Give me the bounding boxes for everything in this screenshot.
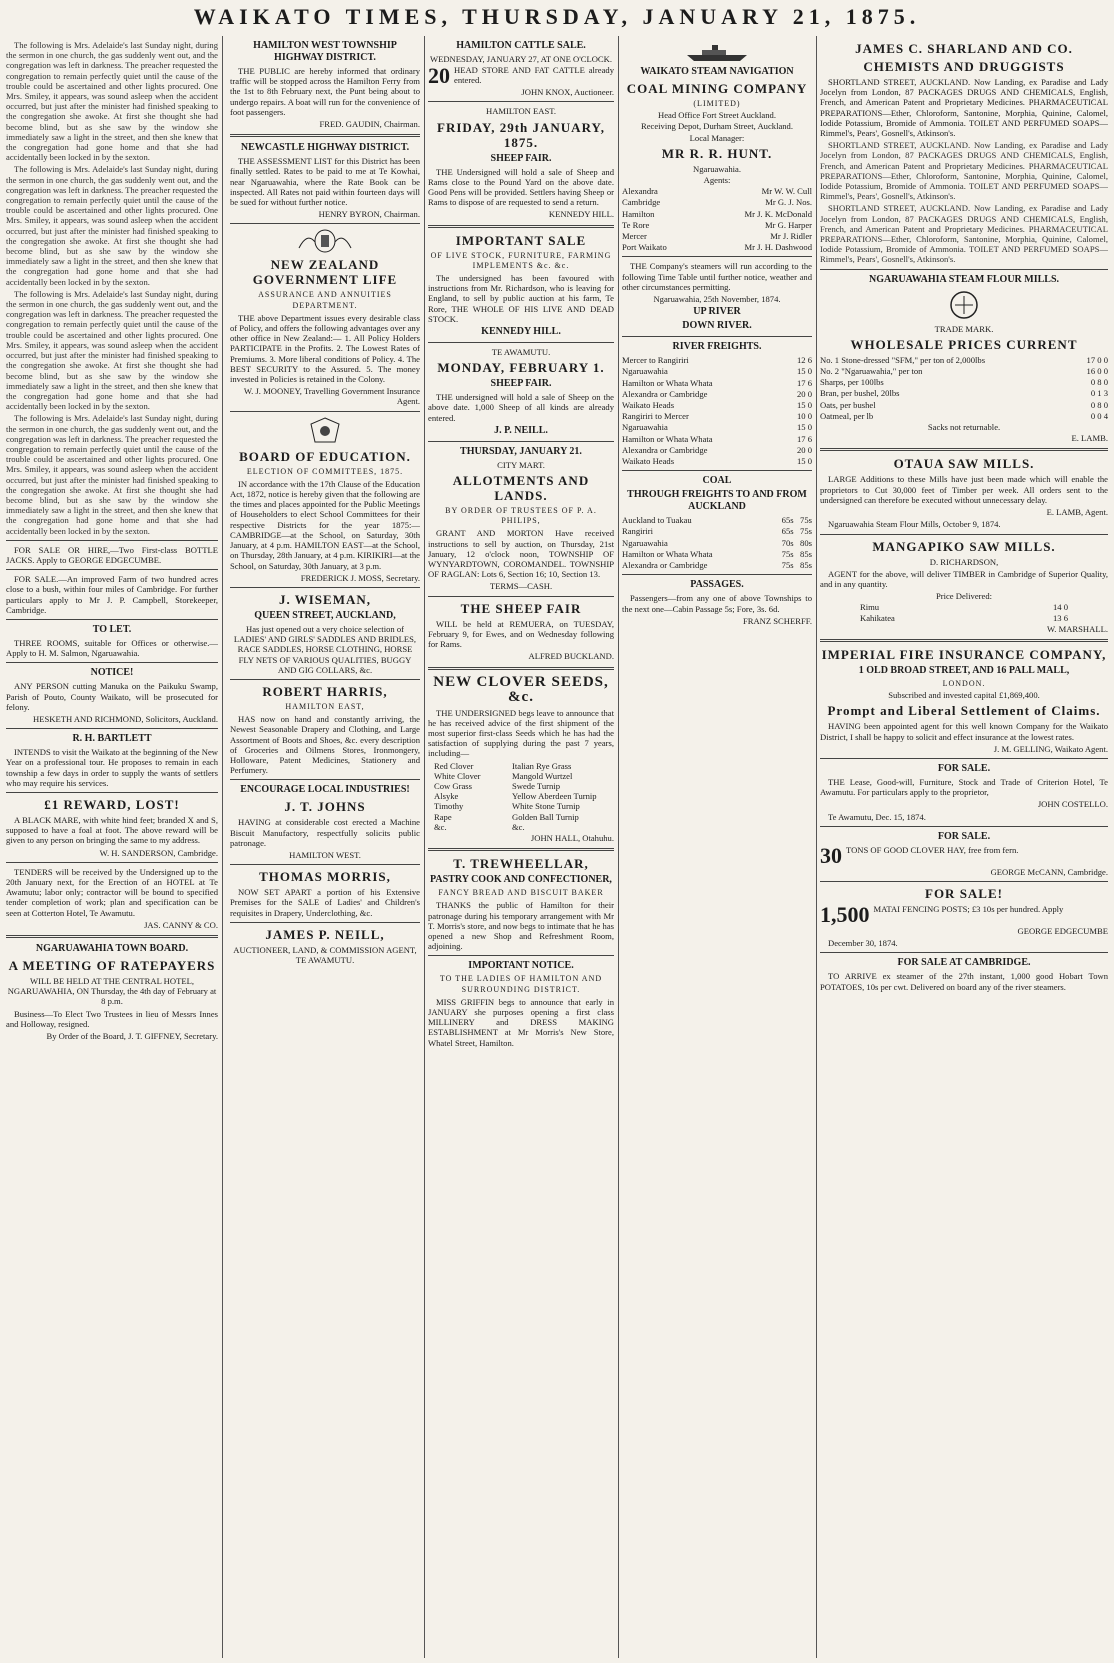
sharland-subtitle: CHEMISTS AND DRUGGISTS bbox=[863, 59, 1065, 74]
otaua-text: LARGE Additions to these Mills have just been made which will enable the proprietors to Cut 30,000 feet of Timber per week. All orders sent to the undersigned can therefore be executed without unnecessary delay. bbox=[820, 474, 1108, 505]
clover-list-right bbox=[512, 761, 597, 832]
freights-title: RIVER FREIGHTS. bbox=[672, 341, 762, 353]
receiving-depot: Receiving Depot, Durham Street, Auckland. bbox=[640, 121, 794, 132]
ad-text: INTENDS to visit the Waikato at the beginning of the New Year on a professional tour. He proposes to remain in each township a few days in order to supply the wants of settlers who may require his services. bbox=[6, 747, 218, 788]
freight-route: Mercer to Rangiriri bbox=[622, 355, 689, 366]
johns-text: HAVING at considerable cost erected a Machine Biscuit Manufactory, respectfully solicits public patronage. bbox=[230, 817, 420, 848]
agent-row bbox=[622, 231, 812, 241]
price-value: 0 8 0 bbox=[1090, 399, 1108, 410]
important-sale-subtitle: OF LIVE STOCK, FURNITURE, FARMING IMPLEMENTS &c. &c. bbox=[430, 250, 612, 270]
price-row bbox=[820, 377, 1108, 387]
price-item: No. 1 Stone-dressed "SFM," per ton of 2,000lbs bbox=[820, 354, 986, 365]
clover-list-left bbox=[434, 761, 504, 832]
price-value: 13 6 bbox=[1052, 612, 1068, 623]
through-row bbox=[622, 538, 812, 548]
morris-text: NOW SET APART a portion of his Extensive Premises for the SALE of Ladies' and Children's requisites in Drapery, Underclothing, &c. bbox=[230, 887, 420, 918]
freight-route: Waikato Heads bbox=[622, 456, 675, 467]
agent-name: Mr G. J. Nos. bbox=[765, 197, 812, 208]
list-item: Red Clover bbox=[434, 760, 474, 771]
freight-row bbox=[622, 378, 812, 388]
agent-place: Cambridge bbox=[622, 197, 661, 208]
price-item: Kahikatea bbox=[860, 612, 895, 623]
agent-row bbox=[622, 186, 812, 196]
forsale3-signature: GEORGE EDGECUMBE bbox=[1017, 925, 1108, 936]
price-item: Oatmeal, per lb bbox=[820, 410, 874, 421]
edu-signature: FREDERICK J. MOSS, Secretary. bbox=[300, 572, 420, 583]
forsale3-title: FOR SALE! bbox=[925, 885, 1003, 901]
freight-rate: 17 6 bbox=[796, 377, 812, 388]
list-item: Italian Rye Grass bbox=[512, 760, 572, 771]
passages-title: PASSAGES. bbox=[690, 579, 744, 591]
sharland-text: SHORTLAND STREET, AUCKLAND. Now Landing, ex Paradise and Lady Jocelyn from London, 87 PACKAGES DRUGS AND CHEMICALS, English, French, and American Patent and Proprietary Medicines. PHARMACEUTICAL PREPARATIONS—Ether, Chloroform, Santonine, Morphia, Quinine, Calomel, Iodide Potassium, Bromide of Ammonia. TOILET AND PERFUMED SOAPS—Rimmel's, Pears', Gosnell's, Atkinson's. bbox=[820, 140, 1108, 202]
hwy-text: THE PUBLIC are hereby informed that ordinary traffic will be stopped across the Hamilton Ferry from the 1st to 8th February next, the Punt being about to undergo repairs. A boat will run for the convenience of foot passengers. bbox=[230, 66, 420, 117]
important-sale-title: IMPORTANT SALE bbox=[455, 232, 587, 248]
through-row bbox=[622, 560, 812, 570]
price-item: Oats, per bushel bbox=[820, 399, 876, 410]
column-rule bbox=[816, 36, 817, 1658]
column-rule bbox=[424, 36, 425, 1658]
ad-title: TO LET. bbox=[92, 623, 132, 635]
wiseman-title: J. WISEMAN, bbox=[278, 591, 372, 607]
freight-route: Hamilton or Whata Whata bbox=[622, 377, 713, 388]
ad-text: FOR SALE.—An improved Farm of two hundred acres close to a bush, within four miles of Cambridge. For further particulars apply to Mr J. P. Campbell, Storekeeper, Cambridge. bbox=[6, 574, 218, 615]
neill-text: AUCTIONEER, LAND, & COMMISSION AGENT, TE AWAMUTU. bbox=[233, 944, 417, 965]
harris-subtitle: HAMILTON EAST, bbox=[285, 701, 365, 711]
article-text: The following is Mrs. Adelaide's last Sunday night, during the sermon in one church, the gas suddenly went out, and the congregation was left in darkness. The preacher requested the congregation to remain perfectly quiet until the cause of the trouble could be ascertained and other lights procured. One Mrs. Smiley, it appears, was sound asleep when the accident occurred, but just after the minister had finished speaking to the congregation she awoke. At first she thought she had become blind, but as she saw by the window she immediately saw a light in the street, and then she knew that the congregation had gone home and that she had accidentally been locked in by the sexton. bbox=[6, 288, 218, 412]
limited: (LIMITED) bbox=[693, 99, 741, 108]
trade-mark-icon bbox=[820, 289, 1108, 321]
cattle-signature: JOHN KNOX, Auctioneer. bbox=[521, 87, 614, 98]
column-3 bbox=[428, 38, 614, 1658]
agent-name: Mr J. Ridler bbox=[770, 231, 812, 242]
up-river-title: UP RIVER bbox=[693, 306, 741, 318]
ad-title: NOTICE! bbox=[90, 667, 134, 679]
freight-rate: 20 0 bbox=[796, 444, 812, 455]
agent-name: Mr G. Harper bbox=[764, 219, 812, 230]
article-text: The following is Mrs. Adelaide's last Sunday night, during the sermon in one church, the gas suddenly went out, and the congregation was left in darkness. The preacher requested the congregation to remain perfectly quiet until the cause of the trouble could be ascertained and other lights procured. One Mrs. Smiley, it appears, was sound asleep when the accident occurred, but just after the minister had finished speaking to the congregation she awoke. At first she thought she had become blind, but as she saw by the window she immediately saw a light in the street, and then she knew that the congregation had gone home and that she had accidentally been locked in by the sexton. bbox=[6, 164, 218, 287]
price-item: Bran, per bushel, 20lbs bbox=[820, 388, 900, 399]
city-mart: CITY MART. bbox=[497, 459, 545, 470]
board-signature: By Order of the Board, J. T. GIFFNEY, Secretary. bbox=[46, 1031, 218, 1042]
cattle-text: HEAD STORE AND FAT CATTLE already entered. bbox=[454, 65, 614, 86]
sheepfair-signature: ALFRED BUCKLAND. bbox=[528, 651, 614, 662]
mangapiko-price-row bbox=[860, 613, 1068, 623]
clover-signature: JOHN HALL, Otahuhu. bbox=[530, 832, 614, 843]
mill-signature: E. LAMB. bbox=[1071, 433, 1108, 444]
sharland-text: SHORTLAND STREET, AUCKLAND. Now Landing, ex Paradise and Lady Jocelyn from London, 87 PACKAGES DRUGS AND CHEMICALS, English, French, and American Patent and Proprietary Medicines. PHARMACEUTICAL PREPARATIONS—Ether, Chloroform, Santonine, Morphia, Quinine, Calomel, Iodide Potassium, Bromide of Ammonia. TOILET AND PERFUMED SOAPS—Rimmel's, Pears', Gosnell's, Atkinson's. bbox=[820, 203, 1108, 265]
allotments-title: ALLOTMENTS AND LANDS. bbox=[452, 473, 590, 504]
agent-row bbox=[622, 242, 812, 252]
through-row bbox=[622, 515, 812, 525]
edu-text: IN accordance with the 17th Clause of the Education Act, 1872, notice is hereby given that the following are the times and places appointed for the Public Meetings of Householders to elect School Committees for their respective Districts for the year 1875:— CAMBRIDGE—at the School, on Saturday, 30th January, at 4 p.m. HAMILTON EAST—at the School, on Thursday, 28th January, at 4 p.m. KIRIKIRI—at the School, on Saturday, 30th January, at 3 p.m. bbox=[230, 478, 420, 571]
forsale1-title: FOR SALE. bbox=[937, 762, 991, 774]
passages-text: Passengers—from any one of above Townships to the next one—Cabin Passage 5s; Fore, 3s. 6d. bbox=[622, 593, 812, 614]
through-weight: 85s bbox=[800, 548, 812, 559]
mill-title: NGARUAWAHIA STEAM FLOUR MILLS. bbox=[868, 273, 1060, 285]
forsale2-count: 30 bbox=[820, 842, 842, 868]
sheep-fair2-title: SHEEP FAIR. bbox=[490, 378, 552, 390]
column-5 bbox=[820, 38, 1108, 1658]
list-item: Golden Ball Turnip bbox=[512, 811, 579, 822]
ad-signature: JAS. CANNY & CO. bbox=[144, 919, 218, 930]
cattle-title: HAMILTON CATTLE SALE. bbox=[456, 40, 586, 51]
price-row bbox=[820, 388, 1108, 398]
price-item: No. 2 "Ngaruawahia," per ton bbox=[820, 366, 923, 377]
nzgov-subtitle: ASSURANCE AND ANNUITIES DEPARTMENT. bbox=[258, 290, 392, 310]
price-value: 0 0 4 bbox=[1090, 410, 1108, 421]
board-subtitle: A MEETING OF RATEPAYERS bbox=[8, 958, 216, 974]
sheepfair-text: WILL be held at REMUERA, on TUESDAY, February 9, for Ewes, and on Wednesday following for Rams. bbox=[428, 618, 614, 650]
through-rate: 70s bbox=[781, 537, 794, 548]
forsale1-date: Te Awamutu, Dec. 15, 1874. bbox=[828, 811, 926, 822]
through-weight: 85s bbox=[800, 560, 812, 571]
cattle-count: 20 bbox=[428, 63, 450, 89]
list-item: Alsyke bbox=[434, 791, 459, 802]
list-item: &c. bbox=[434, 821, 447, 832]
forsale3-text: MATAI FENCING POSTS; £3 10s per hundred. Apply bbox=[873, 903, 1064, 914]
agents-label: Agents: bbox=[703, 175, 731, 186]
cambridge-title: FOR SALE AT CAMBRIDGE. bbox=[897, 957, 1031, 969]
timetable-date: Ngaruawahia, 25th November, 1874. bbox=[653, 294, 781, 305]
nzgov-title: NEW ZEALAND GOVERNMENT LIFE bbox=[252, 257, 398, 288]
otaua-signature: E. LAMB, Agent. bbox=[1046, 507, 1108, 518]
wiseman-text: Has just opened out a very choice selection of LADIES' AND GIRLS' SADDLES AND BRIDLES, RACE SADDLES, HORSE CLOTHING, HORSE FLY NETS OF VARIOUS QUALITIES, BUGGY AND GIG COLLARS, &c. bbox=[233, 623, 417, 675]
through-rate: 65s bbox=[781, 526, 794, 537]
imperial-signature: J. M. GELLING, Waikato Agent. bbox=[993, 743, 1108, 754]
price-item: Sharps, per 100lbs bbox=[820, 377, 884, 388]
mangapiko-signature: W. MARSHALL. bbox=[1046, 623, 1108, 634]
price-row bbox=[820, 366, 1108, 376]
freight-route: Rangiriri to Mercer bbox=[622, 411, 689, 422]
mangapiko-text: AGENT for the above, will deliver TIMBER in Cambridge of Superior Quality, and in any quantity. bbox=[820, 568, 1108, 589]
otaua-title: OTAUA SAW MILLS. bbox=[893, 456, 1035, 472]
nzgov-signature: W. J. MOONEY, Travelling Government Insurance Agent. bbox=[243, 386, 420, 407]
freight-rate: 10 0 bbox=[796, 411, 812, 422]
newcastle-signature: HENRY BYRON, Chairman. bbox=[318, 209, 420, 220]
forsale3-date: December 30, 1874. bbox=[828, 938, 898, 949]
sheep-fair2-signature: J. P. NEILL. bbox=[494, 424, 548, 436]
freight-rate: 17 6 bbox=[796, 433, 812, 444]
thursday-date: THURSDAY, JANUARY 21. bbox=[460, 445, 582, 457]
freight-rate: 12 6 bbox=[796, 355, 812, 366]
article-text: The following is Mrs. Adelaide's last Sunday night, during the sermon in one church, the gas suddenly went out, and the congregation was left in darkness. The preacher requested the congregation to remain perfectly quiet until the cause of the trouble could be ascertained and other lights procured. One Mrs. Smiley, it appears, was sound asleep when the accident occurred, but just after the minister had finished speaking to the congregation she awoke. At first she thought she had become blind, but as she saw by the window she immediately saw a light in the street, and then she knew that the congregation had gone home and that she had accidentally been locked in by the sexton. bbox=[6, 40, 218, 163]
column-2 bbox=[230, 38, 420, 1658]
list-item: Cow Grass bbox=[434, 780, 472, 791]
forsale2-signature: GEORGE McCANN, Cambridge. bbox=[990, 866, 1108, 877]
list-item: Timothy bbox=[434, 801, 464, 812]
trew-title: T. TREWHEELLAR, bbox=[453, 856, 589, 872]
harris-title: ROBERT HARRIS, bbox=[262, 683, 388, 699]
through-weight: 80s bbox=[800, 537, 812, 548]
notice-subtitle: TO THE LADIES OF HAMILTON AND SURROUNDING DISTRICT. bbox=[439, 974, 603, 994]
article-text: The following is Mrs. Adelaide's last Sunday night, during the sermon in one church, the gas suddenly went out, and the congregation was left in darkness. The preacher requested the congregation to remain perfectly quiet until the cause of the trouble could be ascertained and other lights procured. One Mrs. Smiley, it appears, was sound asleep when the accident occurred, but just after the minister had finished speaking to the congregation she awoke. At first she thought she had become blind, but as she saw by the window she immediately saw a light in the street, and then she knew that the congregation had gone home and that she had accidentally been locked in by the sexton. bbox=[6, 413, 218, 536]
ad-signature: W. H. SANDERSON, Cambridge. bbox=[99, 847, 218, 858]
price-item: Rimu bbox=[860, 602, 880, 613]
through-row bbox=[622, 526, 812, 536]
through-route: Alexandra or Cambridge bbox=[622, 560, 708, 571]
notice-text: MISS GRIFFIN begs to announce that early in JANUARY she purposes opening a first class MILLINERY and DRESS MAKING ESTABLISHMENT at Mr Morris's New Store, Whatel Street, Hamilton. bbox=[428, 996, 614, 1048]
forsale2-text: TONS OF GOOD CLOVER HAY, free from fern. bbox=[846, 844, 1019, 855]
freight-row bbox=[622, 400, 812, 410]
notice-title: IMPORTANT NOTICE. bbox=[468, 960, 574, 972]
otaua-date: Ngaruawahia Steam Flour Mills, October 9, 1874. bbox=[828, 519, 1001, 530]
harris-text: HAS now on hand and constantly arriving, the Newest Seasonable Drapery and Clothing, and Large Assortment of Boots and Shoes, &c. every description of Groceries and Oilmens Stores, Ironmongery, Holloware, Patent Medicines, Stationery and Perfumery. bbox=[230, 714, 420, 776]
agent-row bbox=[622, 197, 812, 207]
manager-location: Ngaruawahia. bbox=[693, 163, 741, 174]
through-weight: 75s bbox=[800, 526, 812, 537]
forsale1-signature: JOHN COSTELLO. bbox=[1037, 799, 1108, 810]
imperial-title: IMPERIAL FIRE INSURANCE COMPANY, bbox=[821, 646, 1107, 662]
through-route: Ngaruawahia bbox=[622, 537, 668, 548]
freight-row bbox=[622, 411, 812, 421]
price-value: 16 0 0 bbox=[1086, 366, 1108, 377]
masthead: WAIKATO TIMES, THURSDAY, JANUARY 21, 1875. bbox=[193, 4, 921, 29]
freight-row bbox=[622, 434, 812, 444]
imperial-capital: Subscribed and invested capital £1,869,400. bbox=[888, 690, 1040, 701]
important-sale-signature: KENNEDY HILL. bbox=[481, 326, 561, 338]
forsale3-count: 1,500 bbox=[820, 901, 870, 927]
trew-subtitle2: FANCY BREAD AND BISCUIT BAKER bbox=[438, 888, 604, 898]
through-route: Rangiriri bbox=[622, 526, 654, 537]
allotments-text: GRANT AND MORTON Have received instructions to sell by auction, on Thursday, 21st January, 12 o'clock noon, TOWNSHIP OF WYNYARDTOWN, COROMANDEL. TOWNSHIP OF RAGLAN: Lots 6, Section 16; 10, Section 13. bbox=[428, 528, 614, 580]
mangapiko-price-title: Price Delivered: bbox=[935, 591, 993, 602]
coal-subtitle: COAL bbox=[702, 475, 732, 487]
ad-signature: HESKETH AND RICHMOND, Solicitors, Auckland. bbox=[33, 713, 218, 724]
sheep-fair2-text: THE undersigned will hold a sale of Sheep on the above date. 1,000 Sheep of all kinds are already entered. bbox=[428, 392, 614, 423]
freight-rate: 15 0 bbox=[796, 422, 812, 433]
sharland-text: SHORTLAND STREET, AUCKLAND. Now Landing, ex Paradise and Lady Jocelyn from London, 87 PACKAGES DRUGS AND CHEMICALS, English, French, and American Patent and Proprietary Medicines. PHARMACEUTICAL PREPARATIONS—Ether, Chloroform, Santonine, Morphia, Quinine, Calomel, Iodide Potassium, Bromide of Ammonia. TOILET AND PERFUMED SOAPS—Rimmel's, Pears', Gosnell's, Atkinson's. bbox=[820, 77, 1108, 139]
agent-place: Mercer bbox=[622, 231, 647, 242]
through-weight: 75s bbox=[800, 515, 812, 526]
head-office: Head Office Fort Street Auckland. bbox=[658, 110, 776, 121]
edu-subtitle: ELECTION OF COMMITTEES, 1875. bbox=[246, 466, 404, 476]
important-sale-text: The undersigned has been favoured with instructions from Mr. Richardson, who is leaving for England, to sell by public auction at his farm, Te Rore, THE WHOLE OF HIS LIVE AND DEAD STOCK. bbox=[428, 273, 614, 324]
agent-row bbox=[622, 209, 812, 219]
mill-note: Sacks not returnable. bbox=[927, 422, 1001, 433]
through-rate: 75s bbox=[781, 548, 794, 559]
agent-place: Port Waikato bbox=[622, 242, 667, 253]
cambridge-text: TO ARRIVE ex steamer of the 27th instant, 1,000 good Hobart Town POTATOES, 10s per cwt. Delivered on board any of the river steamers. bbox=[820, 971, 1108, 992]
list-item: White Stone Turnip bbox=[512, 801, 580, 812]
newcastle-title: NEWCASTLE HIGHWAY DISTRICT. bbox=[240, 142, 410, 154]
board-business: Business—To Elect Two Trustees in lieu of Messrs Innes and Holloway, resigned. bbox=[6, 1008, 218, 1029]
monday-date: MONDAY, FEBRUARY 1. bbox=[437, 360, 605, 376]
column-rule bbox=[222, 36, 223, 1658]
column-rule bbox=[618, 36, 619, 1658]
list-item: Yellow Aberdeen Turnip bbox=[512, 791, 597, 802]
forsale2-title: FOR SALE. bbox=[937, 830, 991, 842]
agent-place: Te Rore bbox=[622, 219, 650, 230]
sheep-fair-text: THE Undersigned will hold a sale of Sheep and Rams close to the Pound Yard on the above date. Good Pens will be provided. Settlers having Sheep or Rams to dispose of are requested to send a return. bbox=[428, 166, 614, 208]
imperial-prompt: Prompt and Liberal Settlement of Claims. bbox=[827, 703, 1101, 719]
clover-list bbox=[434, 761, 614, 832]
te-awamutu: TE AWAMUTU. bbox=[491, 347, 551, 358]
ad-title: R. H. BARTLETT bbox=[72, 733, 152, 745]
through-row bbox=[622, 549, 812, 559]
through-route: Hamilton or Whata Whata bbox=[622, 548, 713, 559]
list-item: Rape bbox=[434, 811, 452, 822]
manager-name: MR R. R. HUNT. bbox=[661, 145, 773, 161]
freight-rate: 15 0 bbox=[796, 400, 812, 411]
freight-row bbox=[622, 456, 812, 466]
list-item: Swede Turnip bbox=[512, 780, 560, 791]
ad-text: TENDERS will be received by the Undersigned up to the 20th January next, for the Erection of an HOTEL at Te Awamutu; labor only; contractor will be bound to specified tender completion of work; plan and specification can be seen at Cotterton Hotel, Te Awamutu. bbox=[6, 866, 218, 918]
timetable-text: THE Company's steamers will run according to the following Time Table until further notice, weather and other circumstances permitting. bbox=[622, 261, 812, 292]
coal-title: COAL MINING COMPANY bbox=[626, 81, 808, 96]
freight-row bbox=[622, 445, 812, 455]
freight-row bbox=[622, 422, 812, 432]
mangapiko-title: MANGAPIKO SAW MILLS. bbox=[872, 538, 1056, 554]
price-row bbox=[820, 355, 1108, 365]
freight-rate: 20 0 bbox=[796, 388, 812, 399]
wholesale-title: WHOLESALE PRICES CURRENT bbox=[850, 336, 1078, 352]
list-item: White Clover bbox=[434, 770, 481, 781]
through-rate: 65s bbox=[781, 515, 794, 526]
friday-date: FRIDAY, 29th JANUARY, 1875. bbox=[437, 119, 605, 150]
coat-of-arms-icon bbox=[230, 228, 420, 254]
local-manager-label: Local Manager: bbox=[689, 132, 745, 143]
price-value: 0 8 0 bbox=[1090, 377, 1108, 388]
agent-row bbox=[622, 220, 812, 230]
trade-mark: TRADE MARK. bbox=[934, 323, 994, 334]
mangapiko-subtitle: D. RICHARDSON, bbox=[929, 556, 999, 567]
mangapiko-price-row bbox=[860, 602, 1068, 612]
price-row bbox=[820, 400, 1108, 410]
allotments-subtitle: BY ORDER OF TRUSTEES OF P. A. PHILIPS, bbox=[445, 506, 597, 526]
freight-row bbox=[622, 366, 812, 376]
nav-title: WAIKATO STEAM NAVIGATION bbox=[640, 66, 794, 77]
neill-title: JAMES P. NEILL, bbox=[265, 926, 385, 942]
price-value: 14 0 bbox=[1052, 602, 1068, 613]
agent-name: Mr J. K. McDonald bbox=[744, 208, 812, 219]
col4-signature: FRANZ SCHERFF. bbox=[742, 615, 812, 626]
johns-title: J. T. JOHNS bbox=[284, 799, 366, 815]
crest-icon bbox=[230, 416, 420, 446]
agent-name: Mr J. H. Dashwood bbox=[744, 242, 812, 253]
wiseman-subtitle: QUEEN STREET, AUCKLAND, bbox=[254, 609, 396, 621]
freight-route: Waikato Heads bbox=[622, 400, 675, 411]
list-item: Mangold Wurtzel bbox=[512, 770, 573, 781]
cattle-date: WEDNESDAY, JANUARY 27, AT ONE O'CLOCK. bbox=[429, 54, 613, 64]
ad-text: FOR SALE OR HIRE,—Two First-class BOTTLE JACKS. Apply to GEORGE EDGECUMBE. bbox=[6, 544, 218, 565]
through-title: THROUGH FREIGHTS TO AND FROM AUCKLAND bbox=[627, 489, 807, 513]
ad-text: ANY PERSON cutting Manuka on the Paikuku Swamp, Parish of Pouto, County Waikato, will be prosecuted for felony. bbox=[6, 681, 218, 712]
freight-route: Ngaruawahia bbox=[622, 422, 668, 433]
freight-rate: 15 0 bbox=[796, 456, 812, 467]
trew-subtitle: PASTRY COOK AND CONFECTIONER, bbox=[430, 874, 612, 886]
agent-place: Hamilton bbox=[622, 208, 655, 219]
freight-route: Alexandra or Cambridge bbox=[622, 444, 708, 455]
edu-title: BOARD OF EDUCATION. bbox=[239, 448, 411, 464]
encourage-title: ENCOURAGE LOCAL INDUSTRIES! bbox=[240, 784, 410, 796]
ad-text: A BLACK MARE, with white hind feet; branded X and S, supposed to have a foal at foot. The above reward will be given to any person on bringing the same to my address. bbox=[6, 815, 218, 846]
clover-title: NEW CLOVER SEEDS, &c. bbox=[433, 673, 609, 705]
nzgov-text: THE above Department issues every desirable class of Policy, and offers the following advantages over any other office in New Zealand:— 1. All Policy Holders PARTICIPATE in the Profits. 2. The Lowest Rates of Premiums. 3. More liberal conditions of Policy. 4. The BEST SECURITY to the Assured. 5. The money invested in Policies is retained in the Colony. bbox=[230, 312, 420, 385]
sheepfair-title: THE SHEEP FAIR bbox=[460, 600, 582, 616]
imperial-subtitle: 1 OLD BROAD STREET, AND 16 PALL MALL, bbox=[858, 664, 1070, 676]
price-value: 17 0 0 bbox=[1086, 354, 1108, 365]
hwy-title: HAMILTON WEST TOWNSHIP HIGHWAY DISTRICT. bbox=[253, 40, 397, 63]
agent-name: Mr W. W. Cull bbox=[761, 186, 812, 197]
imperial-text: HAVING been appointed agent for this well known Company for the Waikato District, I shall be happy to solicit and effect insurance at the lowest rates. bbox=[820, 721, 1108, 742]
price-value: 0 1 3 bbox=[1090, 388, 1108, 399]
column-4 bbox=[622, 38, 812, 1658]
clover-text: THE UNDERSIGNED begs leave to announce that he has received advice of the first shipment of the most superior first-class Seeds which he has had the satisfaction of supplying during the past 7 years, including— bbox=[428, 707, 614, 759]
morris-title: THOMAS MORRIS, bbox=[259, 869, 391, 885]
down-river-title: DOWN RIVER. bbox=[682, 320, 752, 332]
ham-east: HAMILTON EAST. bbox=[485, 106, 557, 117]
price-row bbox=[820, 411, 1108, 421]
sharland-title: JAMES C. SHARLAND AND CO. bbox=[855, 41, 1073, 56]
column-1 bbox=[6, 38, 218, 1658]
allotments-terms: TERMS—CASH. bbox=[489, 581, 553, 592]
trew-text: THANKS the public of Hamilton for their patronage during his temporary arrangement with Mr T. Morris's store, and now begs to intimate that he has opened a new Shop and Refreshment Room, adjoining. bbox=[428, 900, 614, 952]
johns-signature: HAMILTON WEST. bbox=[289, 849, 361, 860]
freight-rate: 15 0 bbox=[796, 366, 812, 377]
steamship-icon bbox=[622, 41, 812, 63]
forsale1-text: THE Lease, Good-will, Furniture, Stock and Trade of Criterion Hotel, Te Awamutu. For particulars apply to the proprietor, bbox=[820, 776, 1108, 798]
hwy-signature: FRED. GAUDIN, Chairman. bbox=[319, 119, 420, 130]
agent-place: Alexandra bbox=[622, 186, 658, 197]
freight-route: Ngaruawahia bbox=[622, 366, 668, 377]
through-route: Auckland to Tuakau bbox=[622, 515, 692, 526]
list-item: &c. bbox=[512, 821, 525, 832]
ad-text: THREE ROOMS, suitable for Offices or otherwise.—Apply to H. M. Salmon, Ngaruawahia. bbox=[6, 637, 218, 659]
ad-title: £1 REWARD, LOST! bbox=[44, 797, 180, 812]
board-title: NGARUAWAHIA TOWN BOARD. bbox=[35, 943, 189, 955]
imperial-london: LONDON. bbox=[942, 678, 986, 688]
freight-row bbox=[622, 389, 812, 399]
sheep-fair-signature: KENNEDY HILL. bbox=[548, 209, 614, 220]
sheep-fair-title: SHEEP FAIR. bbox=[490, 152, 552, 164]
freight-row bbox=[622, 355, 812, 365]
freight-route: Alexandra or Cambridge bbox=[622, 388, 708, 399]
freight-route: Hamilton or Whata Whata bbox=[622, 433, 713, 444]
board-text: WILL BE HELD AT THE CENTRAL HOTEL, NGARUAWAHIA, ON Thursday, the 4th day of February at 8 p.m. bbox=[7, 976, 217, 1007]
newcastle-text: THE ASSESSMENT LIST for this District has been finally settled. Rates to be paid to me at Te Kowhai, near Ngaruawahia, where the Rate Book can be inspected. All Rates not paid within fourteen days will be sued for without further notice. bbox=[230, 156, 420, 208]
through-rate: 75s bbox=[781, 560, 794, 571]
